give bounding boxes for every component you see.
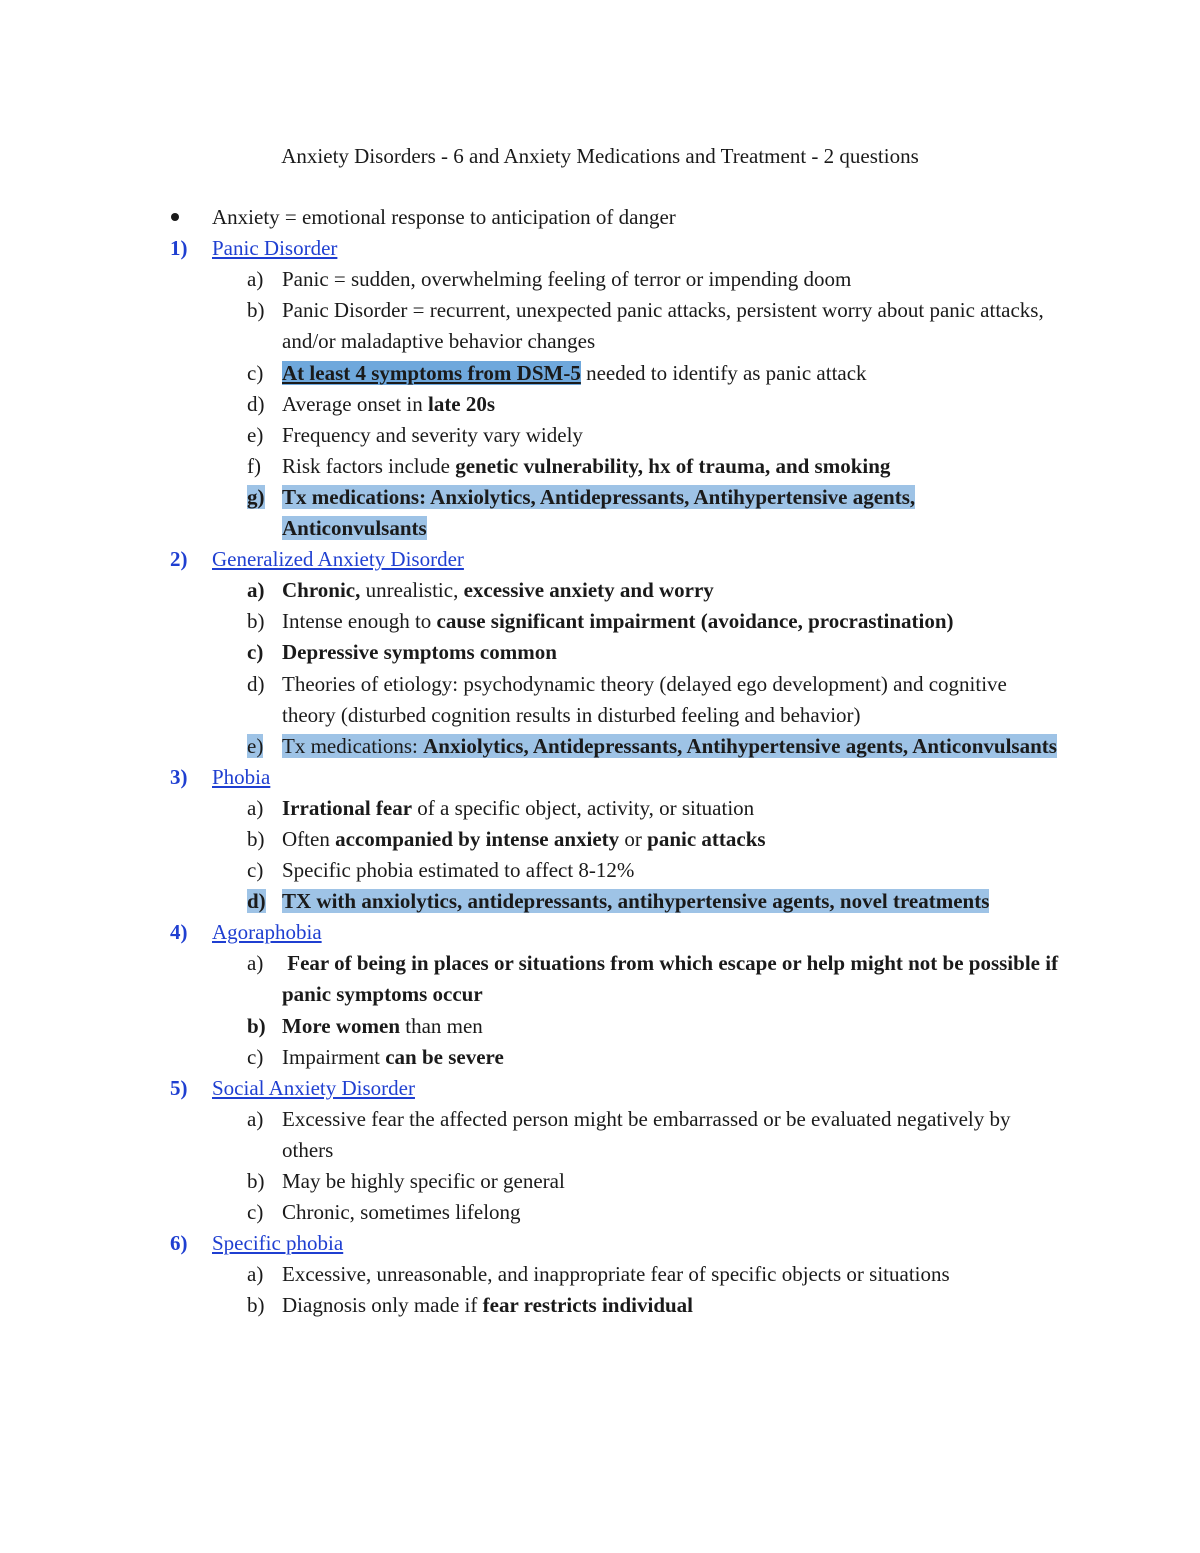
list-item [170,948,1064,1010]
item-marker: d) [247,391,265,416]
section-number: 4) [170,920,188,945]
highlighted-text: At least 4 symptoms from DSM-5 [282,360,581,385]
item-text [282,731,1060,762]
item-marker: a) [247,795,264,820]
item-text: May be highly specific or general [282,1169,565,1193]
item-marker: g) [247,484,265,509]
highlighted-text: Anxiolytics, Antidepressants, Antihypertensive agents, Anticonvulsants [423,733,1057,758]
list-item [170,886,1060,917]
item-text: More women than men [282,1013,483,1038]
item-text: Often accompanied by intense anxiety or panic attacks [282,826,766,851]
item-text: Intense enough to cause significant impairment (avoidance, procrastination) [282,609,954,634]
highlighted-text: Tx medications: [282,733,424,758]
list-item [170,420,1060,451]
section-heading-link[interactable]: Agoraphobia [212,920,322,945]
section-heading-link[interactable]: Panic Disorder [212,236,338,261]
item-marker: b) [247,298,265,323]
list-item [170,1104,1060,1166]
item-text: Excessive fear the affected person might be embarrassed or be evaluated negatively by others [282,1106,1011,1162]
item-marker: c) [247,1044,264,1069]
item-marker: c) [247,360,264,385]
item-marker: e) [247,422,264,447]
highlighted-text: TX with anxiolytics, antidepressants, antihypertensive agents, novel treatments [282,889,990,914]
highlighted-text: Tx medications: Anxiolytics, Antidepressants, Antihypertensive agents, Anticonvulsants [282,484,916,541]
item-text: Average onset in late 20s [282,391,496,416]
list-item [170,606,1060,637]
section-number: 5) [170,1075,188,1100]
item-marker: a) [247,1106,264,1131]
list-item [170,1290,1060,1321]
list-item [170,855,1060,886]
section-heading-link[interactable]: Generalized Anxiety Disorder [212,547,464,572]
item-marker: b) [247,826,265,851]
item-text: Fear of being in places or situations from which escape or help might not be possible if panic symptoms occur [282,951,1064,1007]
intro-text: Anxiety = emotional response to anticipation of danger [212,205,676,230]
section-number: 3) [170,764,188,789]
item-text: Irrational fear of a specific object, activity, or situation [282,795,755,820]
item-marker: f) [247,453,261,478]
section-phobia [170,762,1060,793]
section-heading-link[interactable]: Phobia [212,764,271,789]
intro-bullet [170,202,1060,233]
item-marker: a) [247,267,264,292]
section-generalized-anxiety-disorder [170,544,1060,575]
item-marker: e) [247,733,264,758]
list-item [170,731,1060,762]
item-text [282,482,1060,544]
section-agoraphobia [170,917,1060,948]
section-number: 6) [170,1231,188,1256]
list-item [170,295,1060,357]
section-panic-disorder [170,233,1060,264]
item-text: Diagnosis only made if fear restricts individual [282,1293,694,1318]
list-item [170,1197,1060,1228]
item-marker: c) [247,1200,264,1225]
list-item [170,1259,1060,1290]
list-item [170,637,1060,668]
item-marker: d) [247,889,266,914]
list-item [170,1011,1060,1042]
item-marker: b) [247,1013,266,1038]
item-marker: c) [247,858,264,883]
item-marker: a) [247,951,264,976]
list-item [170,1166,1060,1197]
item-text: Chronic, unrealistic, excessive anxiety and worry [282,578,714,603]
bullet-dot-icon [171,213,179,221]
list-item [170,793,1060,824]
item-marker: b) [247,1169,265,1193]
list-item [170,1042,1060,1073]
section-number: 1) [170,236,188,261]
item-text: Chronic, sometimes lifelong [282,1200,521,1225]
item-text: Panic = sudden, overwhelming feeling of terror or impending doom [282,267,852,292]
item-text: Impairment can be severe [282,1044,504,1069]
item-text: Theories of etiology: psychodynamic theory (delayed ego development) and cognitive theory (disturbed cognition results in disturbed feeling and behavior) [282,671,1007,727]
section-number: 2) [170,547,188,572]
item-text: Frequency and severity vary widely [282,422,583,447]
item-text: Risk factors include genetic vulnerability, hx of trauma, and smoking [282,453,891,478]
list-item [170,575,1060,606]
bullet-marker [170,202,212,233]
item-marker: a) [247,1262,264,1287]
item-marker: a) [247,578,265,603]
section-specific-phobia [170,1228,1060,1259]
item-text: Specific phobia estimated to affect 8-12% [282,858,635,883]
list-item [170,451,1060,482]
section-heading-link[interactable]: Specific phobia [212,1231,344,1256]
item-marker: d) [247,671,265,696]
list-item [170,264,1060,295]
item-marker: b) [247,1293,265,1318]
list-item [170,669,1060,731]
item-text [282,886,1060,917]
list-item [170,358,1060,389]
item-text: Panic Disorder = recurrent, unexpected panic attacks, persistent worry about panic attacks, and/or maladaptive behavior changes [282,298,1044,354]
list-item [170,824,1060,855]
section-social-anxiety-disorder [170,1073,1060,1104]
item-text: Excessive, unreasonable, and inappropriate fear of specific objects or situations [282,1262,950,1287]
item-text: At least 4 symptoms from DSM-5 needed to identify as panic attack [282,360,867,385]
item-marker: c) [247,640,264,665]
list-item [170,482,1060,544]
list-item [170,389,1060,420]
item-text: Depressive symptoms common [282,640,557,665]
section-heading-link[interactable]: Social Anxiety Disorder [212,1075,415,1100]
item-marker: b) [247,609,265,634]
document-title: Anxiety Disorders - 6 and Anxiety Medications and Treatment - 2 questions [281,144,919,168]
